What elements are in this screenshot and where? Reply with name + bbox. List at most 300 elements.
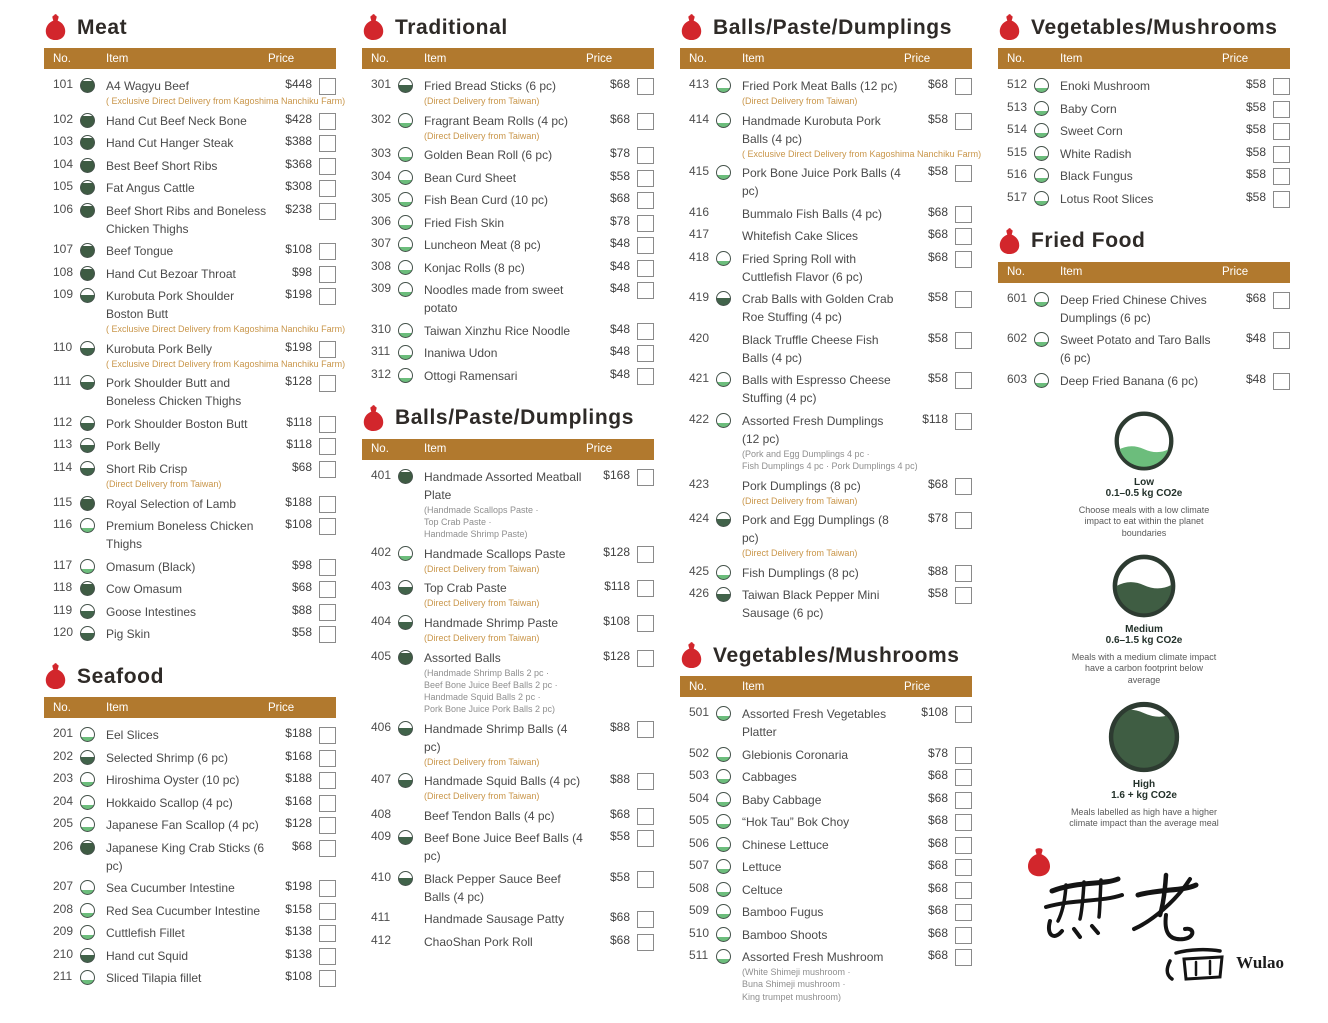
item-text [1060, 190, 1222, 208]
item-checkbox[interactable] [955, 927, 972, 944]
item-checkbox[interactable] [955, 332, 972, 349]
item-checkbox[interactable] [319, 518, 336, 535]
item-checkbox[interactable] [1273, 146, 1290, 163]
item-price: $448 [285, 77, 312, 91]
item-checkbox[interactable] [955, 512, 972, 529]
item-checkbox[interactable] [319, 375, 336, 392]
co2-legend-entry [1069, 410, 1219, 540]
item-name: Kurobuta Pork Shoulder Boston Butt [106, 289, 235, 322]
item-price: $118 [604, 579, 630, 594]
menu-item-row [44, 242, 336, 260]
menu-item-row [680, 705, 972, 741]
item-price: $58 [1245, 99, 1266, 114]
item-price: $68 [927, 948, 948, 963]
item-name: Chinese Lettuce [742, 837, 829, 852]
item-text [742, 331, 904, 367]
item-checkbox[interactable] [319, 243, 336, 260]
item-checkbox[interactable] [319, 727, 336, 744]
low-co2-impact-icon [398, 368, 413, 383]
item-name: Taiwan Black Pepper Mini Sausage (6 pc) [742, 588, 880, 621]
high-co2-impact-icon [80, 581, 95, 596]
item-checkbox[interactable] [319, 772, 336, 789]
menu-item-row [362, 468, 654, 540]
medium-co2-impact-icon [398, 773, 413, 788]
item-name: Fried Spring Roll with Cuttlefish Flavor (6 pc) [742, 251, 863, 284]
item-text [106, 179, 268, 197]
menu-item-row [362, 649, 654, 716]
item-checkbox[interactable] [637, 871, 654, 888]
item-checkbox[interactable] [955, 949, 972, 966]
item-checkbox[interactable] [319, 970, 336, 987]
item-number: 418 [689, 249, 710, 264]
low-co2-impact-icon [716, 949, 731, 964]
menu-item-row [44, 374, 336, 410]
menu-item-row [680, 111, 982, 160]
item-text [106, 603, 268, 621]
item-checkbox[interactable] [319, 416, 336, 433]
item-checkbox[interactable] [637, 808, 654, 825]
item-text [106, 947, 268, 965]
item-text [1060, 167, 1222, 185]
low-co2-impact-icon [1034, 332, 1049, 347]
header-item: Item [106, 52, 129, 65]
item-text [424, 870, 586, 906]
item-price: $68 [609, 191, 630, 206]
money-bag-icon [362, 14, 385, 41]
menu-section [998, 228, 1290, 390]
medium-co2-impact-icon [398, 721, 413, 736]
item-checkbox[interactable] [955, 859, 972, 876]
item-checkbox[interactable] [955, 837, 972, 854]
section-title-label: Seafood [77, 664, 165, 688]
item-text [424, 649, 586, 716]
item-price: $68 [927, 835, 948, 850]
item-checkbox[interactable] [637, 192, 654, 209]
low-co2-impact-icon [398, 323, 413, 338]
item-price: $58 [1245, 144, 1266, 159]
menu-section [44, 14, 346, 643]
item-checkbox[interactable] [319, 750, 336, 767]
item-number: 425 [689, 563, 710, 578]
item-number: 406 [371, 719, 392, 734]
item-checkbox[interactable] [955, 565, 972, 582]
low-co2-impact-icon [716, 814, 731, 829]
item-checkbox[interactable] [319, 461, 336, 478]
item-price: $158 [285, 901, 312, 916]
item-text [424, 468, 586, 540]
menu-item-row [680, 903, 972, 921]
item-name: Baby Cabbage [742, 792, 822, 807]
item-number: 408 [371, 806, 392, 821]
item-name: Ottogi Ramensari [424, 368, 518, 383]
item-text [1060, 122, 1222, 140]
item-number: 411 [371, 910, 391, 925]
item-text [742, 926, 904, 944]
contents-note: Top Crab Paste · [424, 516, 492, 527]
item-checkbox[interactable] [319, 880, 336, 897]
item-price: $68 [927, 227, 948, 242]
item-name: Selected Shrimp (6 pc) [106, 750, 229, 765]
low-co2-impact-icon [716, 78, 731, 93]
item-checkbox[interactable] [637, 368, 654, 385]
delivery-note: ( Exclusive Direct Delivery from Kagoshima Nanchiku Farm) [742, 148, 982, 159]
high-co2-impact-icon [80, 180, 95, 195]
item-price: $68 [609, 932, 630, 947]
item-name: Pork Belly [106, 439, 161, 454]
item-number: 415 [689, 164, 710, 179]
item-checkbox[interactable] [319, 78, 336, 95]
item-name: Fish Bean Curd (10 pc) [424, 193, 549, 208]
header-item: Item [106, 701, 129, 714]
table-header [362, 48, 654, 69]
item-number: 602 [1007, 331, 1028, 345]
high-co2-impact-icon [80, 496, 95, 511]
low-co2-impact-icon [716, 859, 731, 874]
item-checkbox[interactable] [319, 341, 336, 358]
item-price: $48 [609, 344, 630, 359]
item-checkbox[interactable] [637, 237, 654, 254]
item-name: Bamboo Fugus [742, 905, 824, 920]
low-co2-impact-icon [398, 147, 413, 162]
menu-item-row [44, 726, 336, 744]
item-text [1060, 100, 1222, 118]
item-text [106, 924, 268, 942]
item-checkbox[interactable] [1273, 373, 1290, 390]
item-price: $68 [609, 806, 630, 821]
item-number: 304 [371, 168, 392, 183]
menu-item-row [44, 77, 346, 107]
menu-item-row [362, 322, 654, 340]
item-number: 508 [689, 880, 710, 895]
menu-item-row [44, 112, 336, 130]
item-name: Fat Angus Cattle [106, 181, 195, 196]
item-checkbox[interactable] [319, 496, 336, 513]
item-name: Japanese King Crab Sticks (6 pc) [106, 840, 265, 873]
item-text [742, 205, 904, 223]
item-checkbox[interactable] [637, 113, 654, 130]
item-checkbox[interactable] [955, 206, 972, 223]
item-checkbox[interactable] [637, 469, 654, 486]
item-checkbox[interactable] [637, 546, 654, 563]
low-co2-impact-icon [398, 192, 413, 207]
item-checkbox[interactable] [637, 934, 654, 951]
item-checkbox[interactable] [319, 288, 336, 305]
item-checkbox[interactable] [319, 626, 336, 643]
item-checkbox[interactable] [637, 830, 654, 847]
item-name: Pork Shoulder Boston Butt [106, 416, 248, 431]
item-checkbox[interactable] [637, 345, 654, 362]
item-price: $168 [603, 467, 630, 482]
item-checkbox[interactable] [319, 180, 336, 197]
item-price: $108 [285, 969, 312, 984]
item-checkbox[interactable] [955, 882, 972, 899]
item-name: Beef Bone Juice Beef Balls (4 pc) [424, 831, 583, 864]
item-text [424, 259, 586, 277]
item-checkbox[interactable] [955, 78, 972, 95]
low-co2-impact-icon [80, 817, 95, 832]
item-number: 405 [371, 648, 392, 663]
item-price: $118 [286, 437, 312, 452]
item-checkbox[interactable] [319, 925, 336, 942]
item-checkbox[interactable] [955, 113, 972, 130]
menu-item-row [680, 836, 972, 854]
menu-item-row [44, 202, 336, 238]
item-price: $238 [285, 201, 312, 216]
item-checkbox[interactable] [319, 903, 336, 920]
item-checkbox[interactable] [955, 904, 972, 921]
item-text [106, 794, 268, 812]
item-number: 209 [53, 924, 74, 939]
item-price: $58 [927, 111, 948, 126]
item-checkbox[interactable] [955, 769, 972, 786]
item-checkbox[interactable] [637, 170, 654, 187]
medium-co2-impact-icon [398, 871, 413, 886]
contents-note: (Pork and Egg Dumplings 4 pc · [742, 448, 870, 459]
item-checkbox[interactable] [1273, 78, 1290, 95]
item-checkbox[interactable] [637, 323, 654, 340]
item-number: 205 [53, 816, 74, 831]
item-checkbox[interactable] [1273, 123, 1290, 140]
menu-item-row [44, 157, 336, 175]
item-checkbox[interactable] [637, 911, 654, 928]
item-price: $68 [927, 77, 948, 91]
item-price: $118 [286, 414, 312, 429]
item-text [424, 281, 586, 317]
menu-item-row [362, 214, 654, 232]
item-text [742, 412, 918, 472]
section-title-label: Vegetables/Mushrooms [713, 643, 960, 667]
item-checkbox[interactable] [1273, 292, 1290, 309]
item-checkbox[interactable] [637, 260, 654, 277]
item-number: 409 [371, 829, 392, 844]
item-price: $308 [285, 179, 312, 194]
item-number: 502 [689, 745, 710, 760]
header-price: Price [586, 52, 613, 65]
item-checkbox[interactable] [637, 147, 654, 164]
medium-co2-impact-icon [80, 288, 95, 303]
item-checkbox[interactable] [955, 747, 972, 764]
menu-item-row [44, 415, 336, 433]
item-checkbox[interactable] [637, 615, 654, 632]
medium-co2-impact-icon [716, 512, 731, 527]
item-checkbox[interactable] [955, 792, 972, 809]
item-name: Deep Fried Chinese Chives Dumplings (6 pc) [1060, 292, 1207, 325]
low-co2-impact-icon [398, 260, 413, 275]
high-co2-impact-icon [80, 243, 95, 258]
item-checkbox[interactable] [319, 581, 336, 598]
item-number: 509 [689, 903, 710, 918]
item-price: $128 [603, 544, 630, 559]
item-number: 118 [53, 580, 73, 595]
item-name: Hand Cut Beef Neck Bone [106, 113, 247, 128]
menu-item-row [362, 169, 654, 187]
section-title-label: Fried Food [1031, 229, 1146, 252]
item-text [742, 250, 904, 286]
item-number: 305 [371, 191, 392, 206]
item-price: $68 [291, 838, 312, 853]
low-co2-impact-icon [716, 251, 731, 266]
item-checkbox[interactable] [1273, 168, 1290, 185]
menu-item-row [680, 813, 972, 831]
menu-item-row [998, 190, 1290, 208]
low-co2-impact-icon [716, 837, 731, 852]
item-number: 311 [371, 344, 391, 359]
item-text [742, 564, 904, 582]
item-checkbox[interactable] [1273, 191, 1290, 208]
item-checkbox[interactable] [319, 438, 336, 455]
item-number: 202 [53, 748, 74, 763]
item-price: $58 [1245, 122, 1266, 136]
item-name: Pork Bone Juice Pork Balls (4 pc) [742, 166, 901, 199]
money-bag-icon [680, 642, 703, 669]
item-number: 111 [53, 374, 72, 389]
item-price: $68 [609, 111, 630, 126]
item-checkbox[interactable] [319, 203, 336, 220]
item-number: 203 [53, 771, 74, 786]
item-checkbox[interactable] [319, 948, 336, 965]
item-number: 307 [371, 236, 392, 251]
item-checkbox[interactable] [955, 814, 972, 831]
item-text [106, 517, 268, 553]
menu-item-row [44, 924, 336, 942]
item-number: 510 [689, 925, 710, 940]
item-name: Sweet Corn [1060, 124, 1123, 138]
menu-item-row [44, 580, 336, 598]
item-name: Crab Balls with Golden Crab Roe Stuffing (4 pc) [742, 292, 894, 325]
menu-item-row [362, 367, 654, 385]
item-price: $68 [927, 768, 948, 783]
item-text [742, 477, 904, 507]
high-co2-legend-icon [1107, 700, 1181, 774]
contents-note: (Handmade Shrimp Balls 2 pc · [424, 667, 550, 678]
item-price: $98 [291, 264, 312, 279]
item-name: Hand Cut Bezoar Throat [106, 266, 236, 281]
co2-level-range: 0.1–0.5 kg CO2e [1105, 487, 1183, 499]
item-checkbox[interactable] [955, 478, 972, 495]
item-text [106, 265, 268, 283]
item-checkbox[interactable] [319, 604, 336, 621]
low-co2-impact-icon [1034, 146, 1049, 161]
item-checkbox[interactable] [637, 282, 654, 299]
item-price: $68 [609, 910, 630, 925]
item-text [106, 202, 268, 238]
item-text [424, 933, 586, 951]
item-checkbox[interactable] [955, 291, 972, 308]
item-checkbox[interactable] [1273, 332, 1290, 349]
item-price: $138 [285, 924, 312, 939]
item-number: 416 [689, 204, 710, 219]
item-text [742, 881, 904, 899]
low-co2-impact-icon [80, 518, 95, 533]
contents-note: Handmade Shrimp Paste) [424, 529, 528, 540]
item-checkbox[interactable] [319, 266, 336, 283]
item-name: Glebionis Coronaria [742, 747, 849, 762]
item-checkbox[interactable] [319, 158, 336, 175]
menu-item-row [44, 794, 336, 812]
item-price: $48 [609, 321, 630, 336]
menu-item-row [680, 746, 972, 764]
item-name: ChaoShan Pork Roll [424, 934, 533, 949]
item-price: $98 [291, 557, 312, 572]
item-number: 310 [371, 321, 392, 336]
item-name: A4 Wagyu Beef [106, 79, 189, 93]
high-co2-impact-icon [80, 78, 95, 93]
item-checkbox[interactable] [319, 817, 336, 834]
item-price: $58 [927, 164, 948, 179]
item-checkbox[interactable] [955, 706, 972, 723]
item-text [106, 134, 268, 152]
item-price: $68 [1245, 290, 1266, 305]
item-name: Golden Bean Roll (6 pc) [424, 148, 553, 163]
co2-level-range: 0.6–1.5 kg CO2e [1105, 634, 1183, 646]
item-checkbox[interactable] [319, 795, 336, 812]
item-checkbox[interactable] [1273, 101, 1290, 118]
item-text [742, 371, 904, 407]
menu-section [680, 642, 972, 1002]
item-number: 414 [689, 111, 710, 126]
header-no: No. [371, 443, 389, 456]
menu-item-row [362, 614, 654, 644]
item-checkbox[interactable] [319, 135, 336, 152]
item-price: $198 [285, 339, 312, 354]
menu-item-row [362, 146, 654, 164]
contents-note: Fish Dumplings 4 pc · Pork Dumplings 4 pc) [742, 460, 918, 471]
menu-item-row [998, 372, 1290, 390]
medium-co2-impact-icon [80, 948, 95, 963]
menu-item-row [44, 839, 336, 875]
item-name: Assorted Balls [424, 650, 501, 665]
item-text [106, 112, 268, 130]
item-checkbox[interactable] [319, 113, 336, 130]
item-name: Assorted Fresh Mushroom [742, 950, 884, 965]
item-checkbox[interactable] [955, 251, 972, 268]
item-text [424, 579, 586, 609]
low-co2-impact-icon [80, 970, 95, 985]
item-checkbox[interactable] [955, 372, 972, 389]
item-checkbox[interactable] [637, 650, 654, 667]
item-checkbox[interactable] [637, 773, 654, 790]
low-co2-impact-icon [398, 113, 413, 128]
section-title-label: Vegetables/Mushrooms [1031, 15, 1278, 39]
menu-column-4 [998, 14, 1290, 1023]
item-checkbox[interactable] [955, 228, 972, 245]
menu-item-row [680, 564, 972, 582]
item-checkbox[interactable] [637, 78, 654, 95]
item-price: $68 [609, 77, 630, 91]
menu-item-row [998, 100, 1290, 118]
medium-co2-impact-icon [80, 416, 95, 431]
item-price: $48 [1245, 331, 1266, 345]
item-text [106, 157, 268, 175]
item-checkbox[interactable] [637, 215, 654, 232]
item-checkbox[interactable] [319, 559, 336, 576]
item-checkbox[interactable] [955, 165, 972, 182]
item-number: 301 [371, 77, 392, 91]
item-checkbox[interactable] [637, 721, 654, 738]
item-checkbox[interactable] [319, 840, 336, 857]
co2-level-description: Choose meals with a low climate impact to eat within the planet boundaries [1078, 504, 1210, 538]
menu-item-row [44, 460, 336, 490]
item-checkbox[interactable] [955, 587, 972, 604]
item-checkbox[interactable] [955, 413, 972, 430]
item-price: $108 [603, 613, 630, 628]
low-co2-impact-icon [1034, 101, 1049, 116]
item-price: $188 [285, 771, 312, 786]
item-price: $68 [927, 790, 948, 805]
item-price: $48 [609, 281, 630, 296]
item-checkbox[interactable] [637, 580, 654, 597]
item-text [424, 236, 586, 254]
